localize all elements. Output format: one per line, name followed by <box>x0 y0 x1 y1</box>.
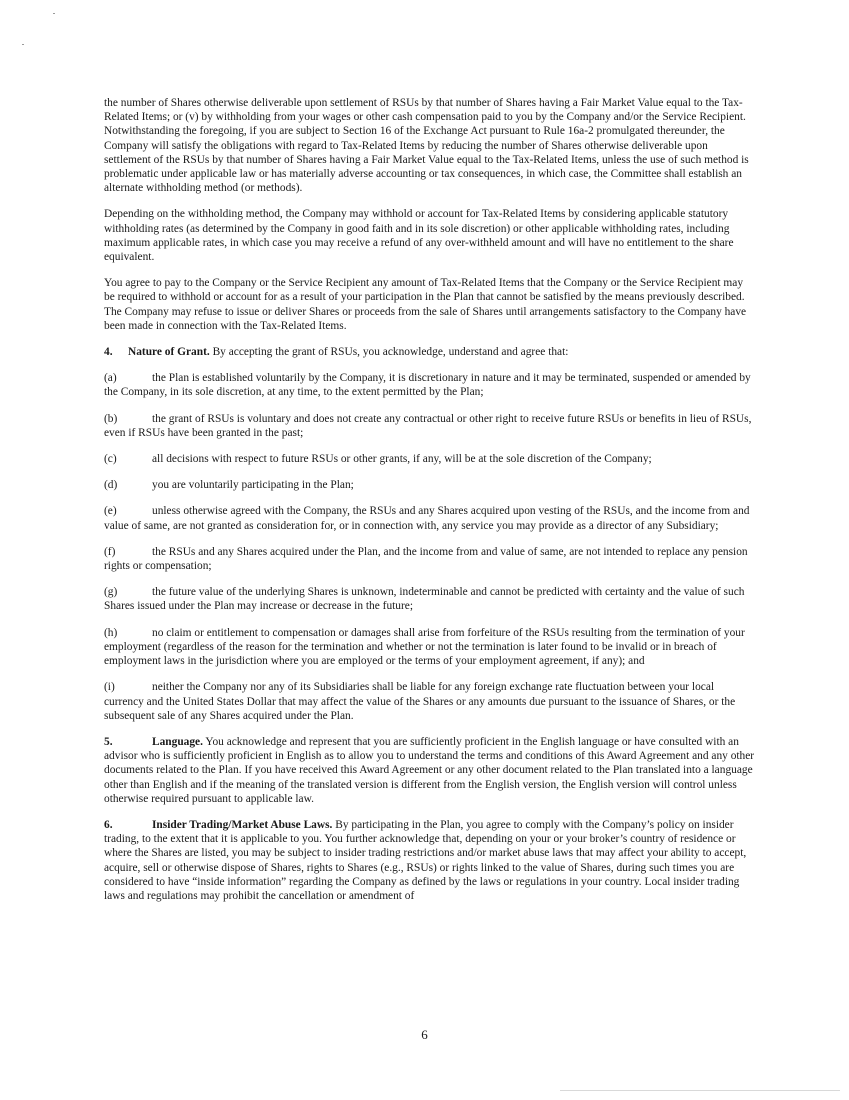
section-4-number: 4. <box>104 346 113 359</box>
clause-text: the RSUs and any Shares acquired under the Plan, and the income from and value of same, are not intended to replace any pension rights or compensation; <box>104 545 748 573</box>
scan-edge-line <box>560 1090 840 1091</box>
grant-clause-d <box>104 478 756 492</box>
clause-label: (b) <box>104 412 118 425</box>
clause-label: (i) <box>104 681 115 694</box>
section-5-title: Language. <box>152 735 203 748</box>
section-6-title: Insider Trading/Market Abuse Laws. <box>152 818 333 831</box>
section-4-heading <box>104 345 756 359</box>
clause-text: the Plan is established voluntarily by the Company, it is discretionary in nature and it may be terminated, suspended or amended by the Company, in its sole discretion, at any time, to the extent permitted by the Plan; <box>104 372 751 399</box>
section-6-body: By participating in the Plan, you agree to comply with the Company’s policy on insider trading, to the extent that it is applicable to you. You further acknowledge that, depending on your or your broker’s country of residence or where the Shares are listed, you may be subject to insider trading restrictions and/or market abuse laws that may affect your ability to accept, acquire, sell or otherwise dispose of Shares, rights to Shares (e.g., RSUs) or rights linked to the value of Shares, during such times you are considered to have “inside information” regarding the Company as defined by the laws or regulations in your country. Local insider trading laws and regulations may prohibit the cancellation or amendment of <box>104 818 747 902</box>
grant-clause-h <box>104 626 756 669</box>
clause-text: you are voluntarily participating in the Plan; <box>152 479 354 492</box>
section-4-intro: By accepting the grant of RSUs, you acknowledge, understand and agree that: <box>209 346 569 359</box>
payment-agreement-paragraph: You agree to pay to the Company or the Service Recipient any amount of Tax-Related Items that the Company or the Service Recipient may be required to withhold or account for as a result of your participation in the Plan that cannot be satisfied by the means previously described. The Company may refuse to issue or deliver Shares or proceeds from the sale of Shares until arrangements satisfactory to the Company have been made in connection with the Tax-Related Items. <box>104 277 747 332</box>
page-number: 6 <box>421 1027 428 1042</box>
clause-label: (h) <box>104 626 118 639</box>
section-5-language <box>104 735 756 806</box>
clause-text: neither the Company nor any of its Subsidiaries shall be liable for any foreign exchange rate fluctuation between your local currency and the United States Dollar that may affect the value of the Shares or any amounts due pursuant to the issuance of Shares, or the subsequent sale of any Shares acquired under the Plan. <box>104 681 736 722</box>
grant-clause-b <box>104 412 756 440</box>
clause-label: (d) <box>104 479 118 492</box>
scan-speck <box>22 44 24 45</box>
clause-text: all decisions with respect to future RSUs or other grants, if any, will be at the sole discretion of the Company; <box>152 453 652 466</box>
grant-clause-c <box>104 452 756 466</box>
withholding-paragraph: the number of Shares otherwise deliverable upon settlement of RSUs by that number of Shares having a Fair Market Value equal to the Tax-Related Items; or (v) by withholding from your wages or other cash compensation paid to you by the Company and/or the Service Recipient. Notwithstanding the foregoing, if you are subject to Section 16 of the Exchange Act pursuant to Rule 16a-2 promulgated thereunder, the Company will satisfy the obligations with regard to Tax-Related Items by reducing the number of Shares otherwise deliverable upon settlement of the RSUs by that number of Shares having a Fair Market Value equal to the Tax-Related Items, unless the use of such method is problematic under applicable law or has materially adverse accounting or tax consequences, in which case, the Committee shall establish an alternate withholding method (or methods). <box>104 97 749 195</box>
section-6-number: 6. <box>104 818 113 831</box>
clause-text: the future value of the underlying Shares is unknown, indeterminable and cannot be predicted with certainty and the value of such Shares issued under the Plan may increase or decrease in the future; <box>104 586 745 613</box>
grant-clause-i <box>104 680 756 723</box>
scan-speck <box>53 13 55 14</box>
clause-label: (g) <box>104 586 118 599</box>
grant-clause-e <box>104 504 756 532</box>
clause-text: the grant of RSUs is voluntary and does not create any contractual or other right to receive future RSUs or benefits in lieu of RSUs, even if RSUs have been granted in the past; <box>104 412 752 439</box>
clause-label: (a) <box>104 372 117 385</box>
withholding-method-paragraph: Depending on the withholding method, the Company may withhold or account for Tax-Related Items by considering applicable statutory withholding rates (as determined by the Company in good faith and in its sole discretion) or other applicable withholding rates, including maximum applicable rates, in which case you may receive a refund of any over-withheld amount and will have no entitlement to the share equivalent. <box>104 208 734 264</box>
section-6-insider-trading <box>104 818 756 903</box>
grant-clause-g <box>104 585 756 613</box>
section-5-number: 5. <box>104 735 113 748</box>
clause-label: (c) <box>104 453 117 466</box>
document-page <box>104 96 756 915</box>
grant-clause-f <box>104 545 756 573</box>
clause-label: (e) <box>104 505 117 518</box>
grant-clause-a <box>104 371 756 399</box>
clause-text: unless otherwise agreed with the Company, the RSUs and any Shares acquired upon vesting of the RSUs, and the income from and value of same, are not granted as consideration for, or in connection with, any service you may provide as a director of any Subsidiary; <box>104 505 750 532</box>
section-4-title: Nature of Grant. <box>128 346 210 359</box>
clause-text: no claim or entitlement to compensation or damages shall arise from forfeiture of the RSUs resulting from the termination of your employment (regardless of the reason for the termination and whether or not the termination is later found to be invalid or in breach of employment laws in the jurisdiction where you are employed or the terms of your employment agreement, if any); and <box>104 626 745 668</box>
section-5-body: You acknowledge and represent that you are sufficiently proficient in the English language or have consulted with an advisor who is sufficiently proficient in English as to allow you to understand the terms and conditions of this Award Agreement and any other documents related to the Plan. If you have received this Award Agreement or any other document related to the Plan translated into a language other than English and if the meaning of the translated version is different from the English version, the English version will control unless otherwise required pursuant to applicable law. <box>104 735 755 805</box>
clause-label: (f) <box>104 545 116 558</box>
